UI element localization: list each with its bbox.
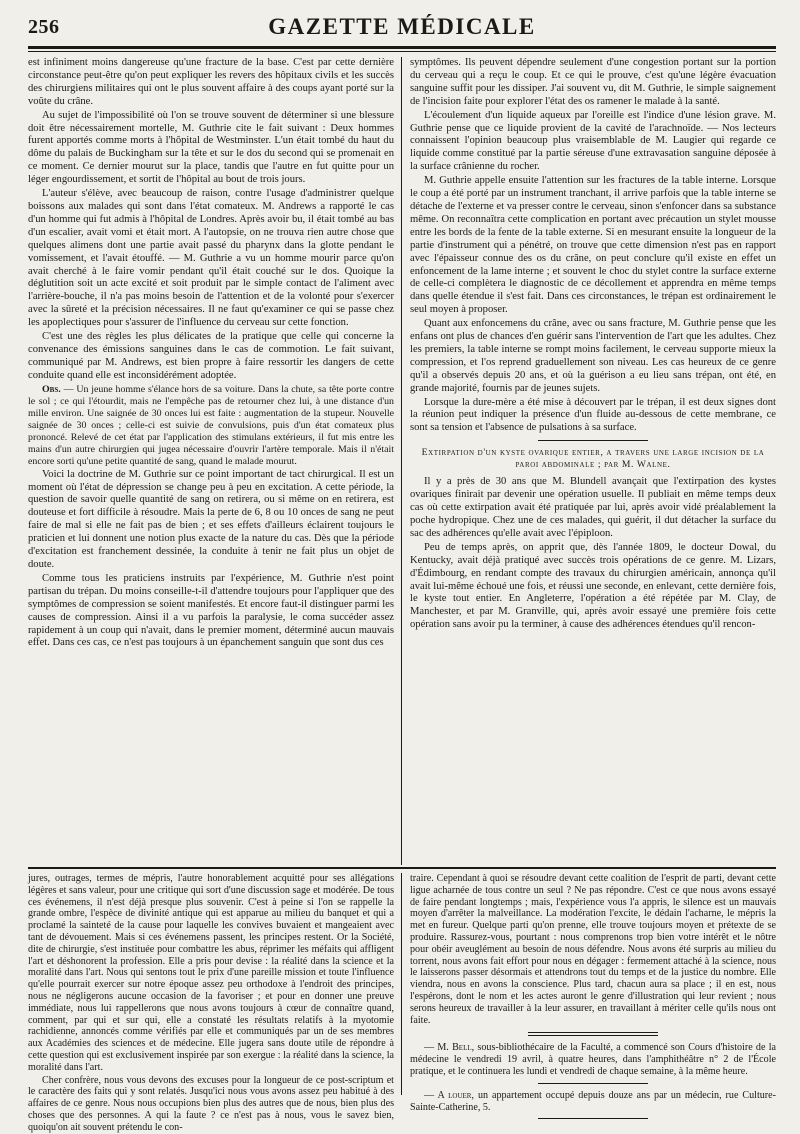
feuilleton-rule	[28, 867, 776, 869]
news-separator	[538, 1083, 648, 1084]
section-title: Extirpation d'un kyste ovarique entier, a travers une large incision de la paroi abdominale ; par M. Walne.	[421, 447, 765, 471]
end-rule	[538, 1118, 648, 1119]
upper-right-column	[410, 57, 776, 865]
page-number: 256	[28, 16, 60, 38]
news-item-lead: — A louer,	[424, 1089, 474, 1101]
header-rule	[28, 46, 776, 49]
news-item-text: un appartement occupé depuis douze ans par un médecin, rue Culture-Sainte-Catherine, 5.	[410, 1089, 776, 1113]
paragraph: symptômes. Ils peuvent dépendre seulement d'une congestion portant sur la portion du cerveau qui a reçu le coup. Et ce qui le prouve, c'est qu'une légère évacuation sanguine suffit pour les dissiper. J'ai souvent vu, dit M. Guthrie, le simple saignement de l'incision faite pour explorer l'état des os ramener le malade à la santé.	[410, 57, 776, 107]
news-item	[410, 1090, 776, 1114]
paragraph: Comme tous les praticiens instruits par l'expérience, M. Guthrie n'est point partisan du trépan. Du moins conseille-t-il d'attendre toujours pour l'appliquer que des symptômes de compression se soient manifestés. Et encore faut-il distinguer parmi les causes de compression. Ainsi il a vu parfois la paralysie, le coma succéder assez rapidement à un coup qui n'avait, dans le premier moment, déterminé aucun mauvais effet. Dans ces cas, ce n'est pas toujours à un épanchement sanguin que sont dus ces	[28, 572, 394, 649]
page-header	[28, 14, 776, 46]
paragraph: Cher confrère, nous vous devons des excuses pour la longueur de ce post-scriptum et le caractère des faits qui y sont relatés. Jusqu'ici nous vous avons assez peu habitué à des affaires de ce genre. Nous nous occupions bien plus des autres que de nous, bien plus des choses que des personnes. A qui la faute ? ce n'est pas à nous, vous le savez bien, quoiqu'on ait souvent prétendu le con-	[28, 1074, 394, 1133]
news-item-text: sous-bibliothécaire de la Faculté, a commencé son Cours d'histoire de la médecine le vendredi 19 avril, à quatre heures, dans l'amphithéâtre n° 2 de l'École pratique, et le continuera les lundi et vendredi de chaque semaine, à la même heure.	[410, 1042, 776, 1077]
lower-left-column	[28, 873, 394, 1133]
paragraph: Voici la doctrine de M. Guthrie sur ce point important de tact chirurgical. Il est un moment où l'état de dépression se change peu à peu en excitation. A cette période, la question de savoir quelle quantité de sang on retirera, ou si même on en retirera, est douteuse et fort difficile à résoudre. Mais la perte de 6, 8 ou 10 onces de sang ne peut faire de mal si elle ne fait pas de bien ; et ses effets d'ailleurs éclairent toujours le praticien et lui donnent une notion plus exacte de la nature du cas. Dès que la période d'excitation est franchement dessinée, la conduite à tenir ne fait plus un objet de doute.	[28, 468, 394, 570]
paragraph: Il y a près de 30 ans que M. Blundell avançait que l'extirpation des kystes ovariques finirait par devenir une opération usuelle. Il publiait en même temps deux cas où cette extirpation avait été pratiquée par lui, après avoir vidé préalablement la poche hydropique. Chez une de ces malades, qui guérit, il dut détacher la surface du sac des adhérences qu'elle avait avec l'épiploon.	[410, 476, 776, 539]
paragraph: est infiniment moins dangereuse qu'une fracture de la base. C'est par cette dernière circonstance peut-être qu'on peut expliquer les revers des hôpitaux civils et les succès des chirurgiens militaires qui ont le plus souvent affaire à des coups ayant porté sur la voûte du crâne.	[28, 57, 394, 107]
paragraph: Quant aux enfoncemens du crâne, avec ou sans fracture, M. Guthrie pense que les enfans ont plus de chances d'en guérir sans l'intervention de l'art que les adultes. Chez les premiers, la table interne se rompt moins facilement, le cerveau supporte mieux la compression, et l'os reprend graduellement son niveau. Les cas heureux de ce genre qu'il a observés depuis 20 ans, et où la guérison a eu lieu sans trépan, ont été, en grande majorité, fournis par de jeunes sujets.	[410, 318, 776, 394]
lower-right-column	[410, 873, 776, 1113]
news-item	[410, 1042, 776, 1077]
paragraph: L'auteur s'élève, avec beaucoup de raison, contre l'usage d'administrer quelque boissons aux malades qui sont dans l'état comateux. M. Andrews a rapporté le cas d'un homme qui fut admis à l'hôpital de Londres. Après avoir bu, il était tombé au bas d'un escalier, avait vomi et était mort. A l'autopsie, on ne trouva rien autre chose que quelques alimens dont une partie avait passé du pharynx dans la glotte pendant le vomissement, et l'avait étouffé. — M. Guthrie a vu un homme mourir parce qu'on avait cherché à le faire vomir pendant qu'il était couché sur le dos. Quoique la déglutition soit un acte excité et soit produit par le simple contact de l'aliment avec l'arrière-bouche, il n'a pas moins besoin de l'attention et de la volonté pour s'exercer avec la sûreté et la précision nécessaires. Il ne faut qu'examiner ce qui se passe chez les apoplectiques pour s'assurer de l'influence du cerveau sur cette fonction.	[28, 188, 394, 329]
paragraph: traire. Cependant à quoi se résoudre devant cette coalition de l'esprit de parti, devant cette ligue acharnée de tous contre un seul ? Ne pas répondre. C'est ce que nous avons essayé de faire pendant longtemps ; mais, l'expérience vous l'a appris, le silence est un mauvais moyen d'arrêter la malveillance. La modération l'excite, le dédain l'acharne, le mépris la met en fureur. Quelque parti qu'on prenne, elle trouve toujours moyen et prétexte de se produire. Rassurez-vous, pourtant : nous comprenons trop bien votre intérêt et le nôtre pour obéir aveuglément au besoin de nous défendre. Nous avons été surpris au milieu du torrent, nous avons fait effort pour nous en dégager : fermement attaché à la science, nous le laisserons passer désormais et attendrons tout du temps et de la justice du nombre. Elle viendra, nous en avons la conscience. Plus tard, chacun aura sa place ; il en est, nous l'espérons, dont le nom et les actes auront le genre d'illustration qui leur revient ; nous serons heureux de travailler à la leur assurer, en travaillant à mériter celle qu'ils nous ont faite.	[410, 873, 776, 1026]
journal-title: GAZETTE MÉDICALE	[268, 14, 536, 39]
news-separator	[528, 1032, 658, 1036]
upper-left-column	[28, 57, 394, 865]
observation-paragraph	[28, 384, 394, 468]
paragraph: Au sujet de l'impossibilité où l'on se trouve souvent de déterminer si une blessure doit être nécessairement mortelle, M. Guthrie cite le fait suivant : Deux hommes furent apportés comme morts à l'hôpital de Westminster. L'un était tombé du haut du dôme du palais de Buckingham sur la tête et sur le dos du second qui se promenait en ce moment. Ce dernier mourut sur la place, tandis que l'autre en fut quitte pour un léger engourdissement, et sortit de l'hôpital au bout de trois jours.	[28, 109, 394, 186]
observation-label: Obs.	[42, 383, 61, 395]
paragraph: Peu de temps après, on apprit que, dès l'année 1809, le docteur Dowal, du Kentucky, avait déjà pratiqué avec succès trois opérations de ce genre. M. Lizars, d'Édimbourg, en rendant compte des travaux du chirurgien américain, annonça qu'il avait lui-même échoué une fois, et réussi une seconde, en enlevant, cette dernière fois, le kyste tout entier. En Angleterre, l'opération a été répétée par M. Clay, de Manchester, et par M. Granville, qui, après avoir essayé une première fois cette opération sans avoir pu la terminer, à cause des adhérences étendues qu'il rencon-	[410, 541, 776, 631]
column-divider	[401, 57, 402, 865]
paragraph: M. Guthrie appelle ensuite l'attention sur les fractures de la table interne. Lorsque le coup a été porté par un instrument tranchant, il arrive parfois que la table interne se détache de l'externe et va presser contre le cerveau, sinon s'enfoncer dans sa substance même. On reconnaîtra cette complication en portant avec précaution un stylet mousse entre les bords de la fente de la table externe. Si en mesurant ensuite la longueur de la partie d'instrument qui a pénétré, on trouve que cette dimension n'est pas en rapport avec l'épaisseur connue des os du crâne, on peut conclure qu'il existe en effet un enfoncement de la lame interne ; et souvent le choc du stylet contre la surface externe de celle-ci complètera le diagnostic de ce décollement et apprendra en même temps dans quelle étendue il s'est fait. Dans ces circonstances, le trépan est ordinairement le seul moyen à proposer.	[410, 175, 776, 316]
header-rule-thin	[28, 51, 776, 52]
column-divider-lower	[401, 873, 402, 1095]
paragraph: L'écoulement d'un liquide aqueux par l'oreille est l'indice d'une lésion grave. M. Guthrie pense que ce liquide provient de la cavité de l'arachnoïde. — Nos lecteurs connaissent l'opinion beaucoup plus vraisemblable de M. Laugier qui regarde ce liquide comme constitué par la partie séreuse d'une extravasation sanguine déposée à la surface crânienne du rocher.	[410, 109, 776, 173]
paragraph: jures, outrages, termes de mépris, l'autre honorablement acquitté pour ses allégations légères et sans valeur, pour une critique qui sort d'une discussion sage et modérée. De tous ces événemens, il n'est déjà presque plus souvenir. C'est à peine si l'on se rappelle la grande ombre, l'espèce de divinité antique qui est apparue au milieu du banquet et qui a proclamé la sainteté de la cause pour laquelle les convives buvaient et mangeaient avec tant de dévouement. Mais si ces événemens passent, les principes restent. Or la Société, dite de chirurgie, s'est instituée pour combattre les abus, réprimer les méfaits qui affligent l'art et déshonorent la profession. Elle a pris pour devise : la réalité dans la science et la moralité dans l'art. Nous qui sentons tout le prix d'une pareille mission et toute l'influence qu'elle pourrait exercer sur notre époque assez peu orthodoxe à l'endroit des principes, nous ne négligerons aucune occasion de la favoriser ; et pour en donner une preuve immédiate, nous lui rappellerons que nous avons toujours à cœur de connaître quand, comment, par qui et sur qui, elle a constaté les résultats relatifs à la myotomie rachidienne, annoncés comme vérifiés par elle et communiqués par un de ses membres aux Académies des sciences et de médecine. Elle jugera sans doute utile de répondre à cette question qui est exclusivement inspirée par son exergue : la réalité dans la science, la moralité dans l'art.	[28, 873, 394, 1073]
paragraph: Lorsque la dure-mère a été mise à découvert par le trépan, il est deux signes dont la réunion peut indiquer la présence d'un fluide au-dessous de cette membrane, ce sont sa tension et l'absence de pulsations à sa surface.	[410, 396, 776, 434]
observation-text: — Un jeune homme s'élance hors de sa voiture. Dans la chute, sa tête porte contre le sol ; ce qui l'étourdit, mais ne l'empêche pas de retourner chez lui, à une distance d'un mille environ. Une saignée de 30 onces lui est faite : augmentation de la stupeur. Nouvelle saignée de 30 onces ; celle-ci est suivie de convulsions, puis d'un état comateux plus prononcé. Relevé de cet état par l'application des stimulans extérieurs, il fut mis entre les mains d'un autre chirurgien qui jugea nécessaire d'ouvrir l'artère temporale. Mais il n'était encore sorti qu'une petite quantité de sang, quand le malade mourut.	[28, 383, 395, 467]
paragraph: C'est une des règles les plus délicates de la pratique que celle qui concerne la convenance des émissions sanguines dans le cas de commotion. Le fait suivant, communiqué par M. Andrews, est bien propre à faire ressortir les dangers de cette conduite quand elle est inconsidérément adoptée.	[28, 331, 394, 381]
news-item-name: — M. Bell,	[424, 1042, 475, 1054]
section-separator	[538, 440, 648, 441]
